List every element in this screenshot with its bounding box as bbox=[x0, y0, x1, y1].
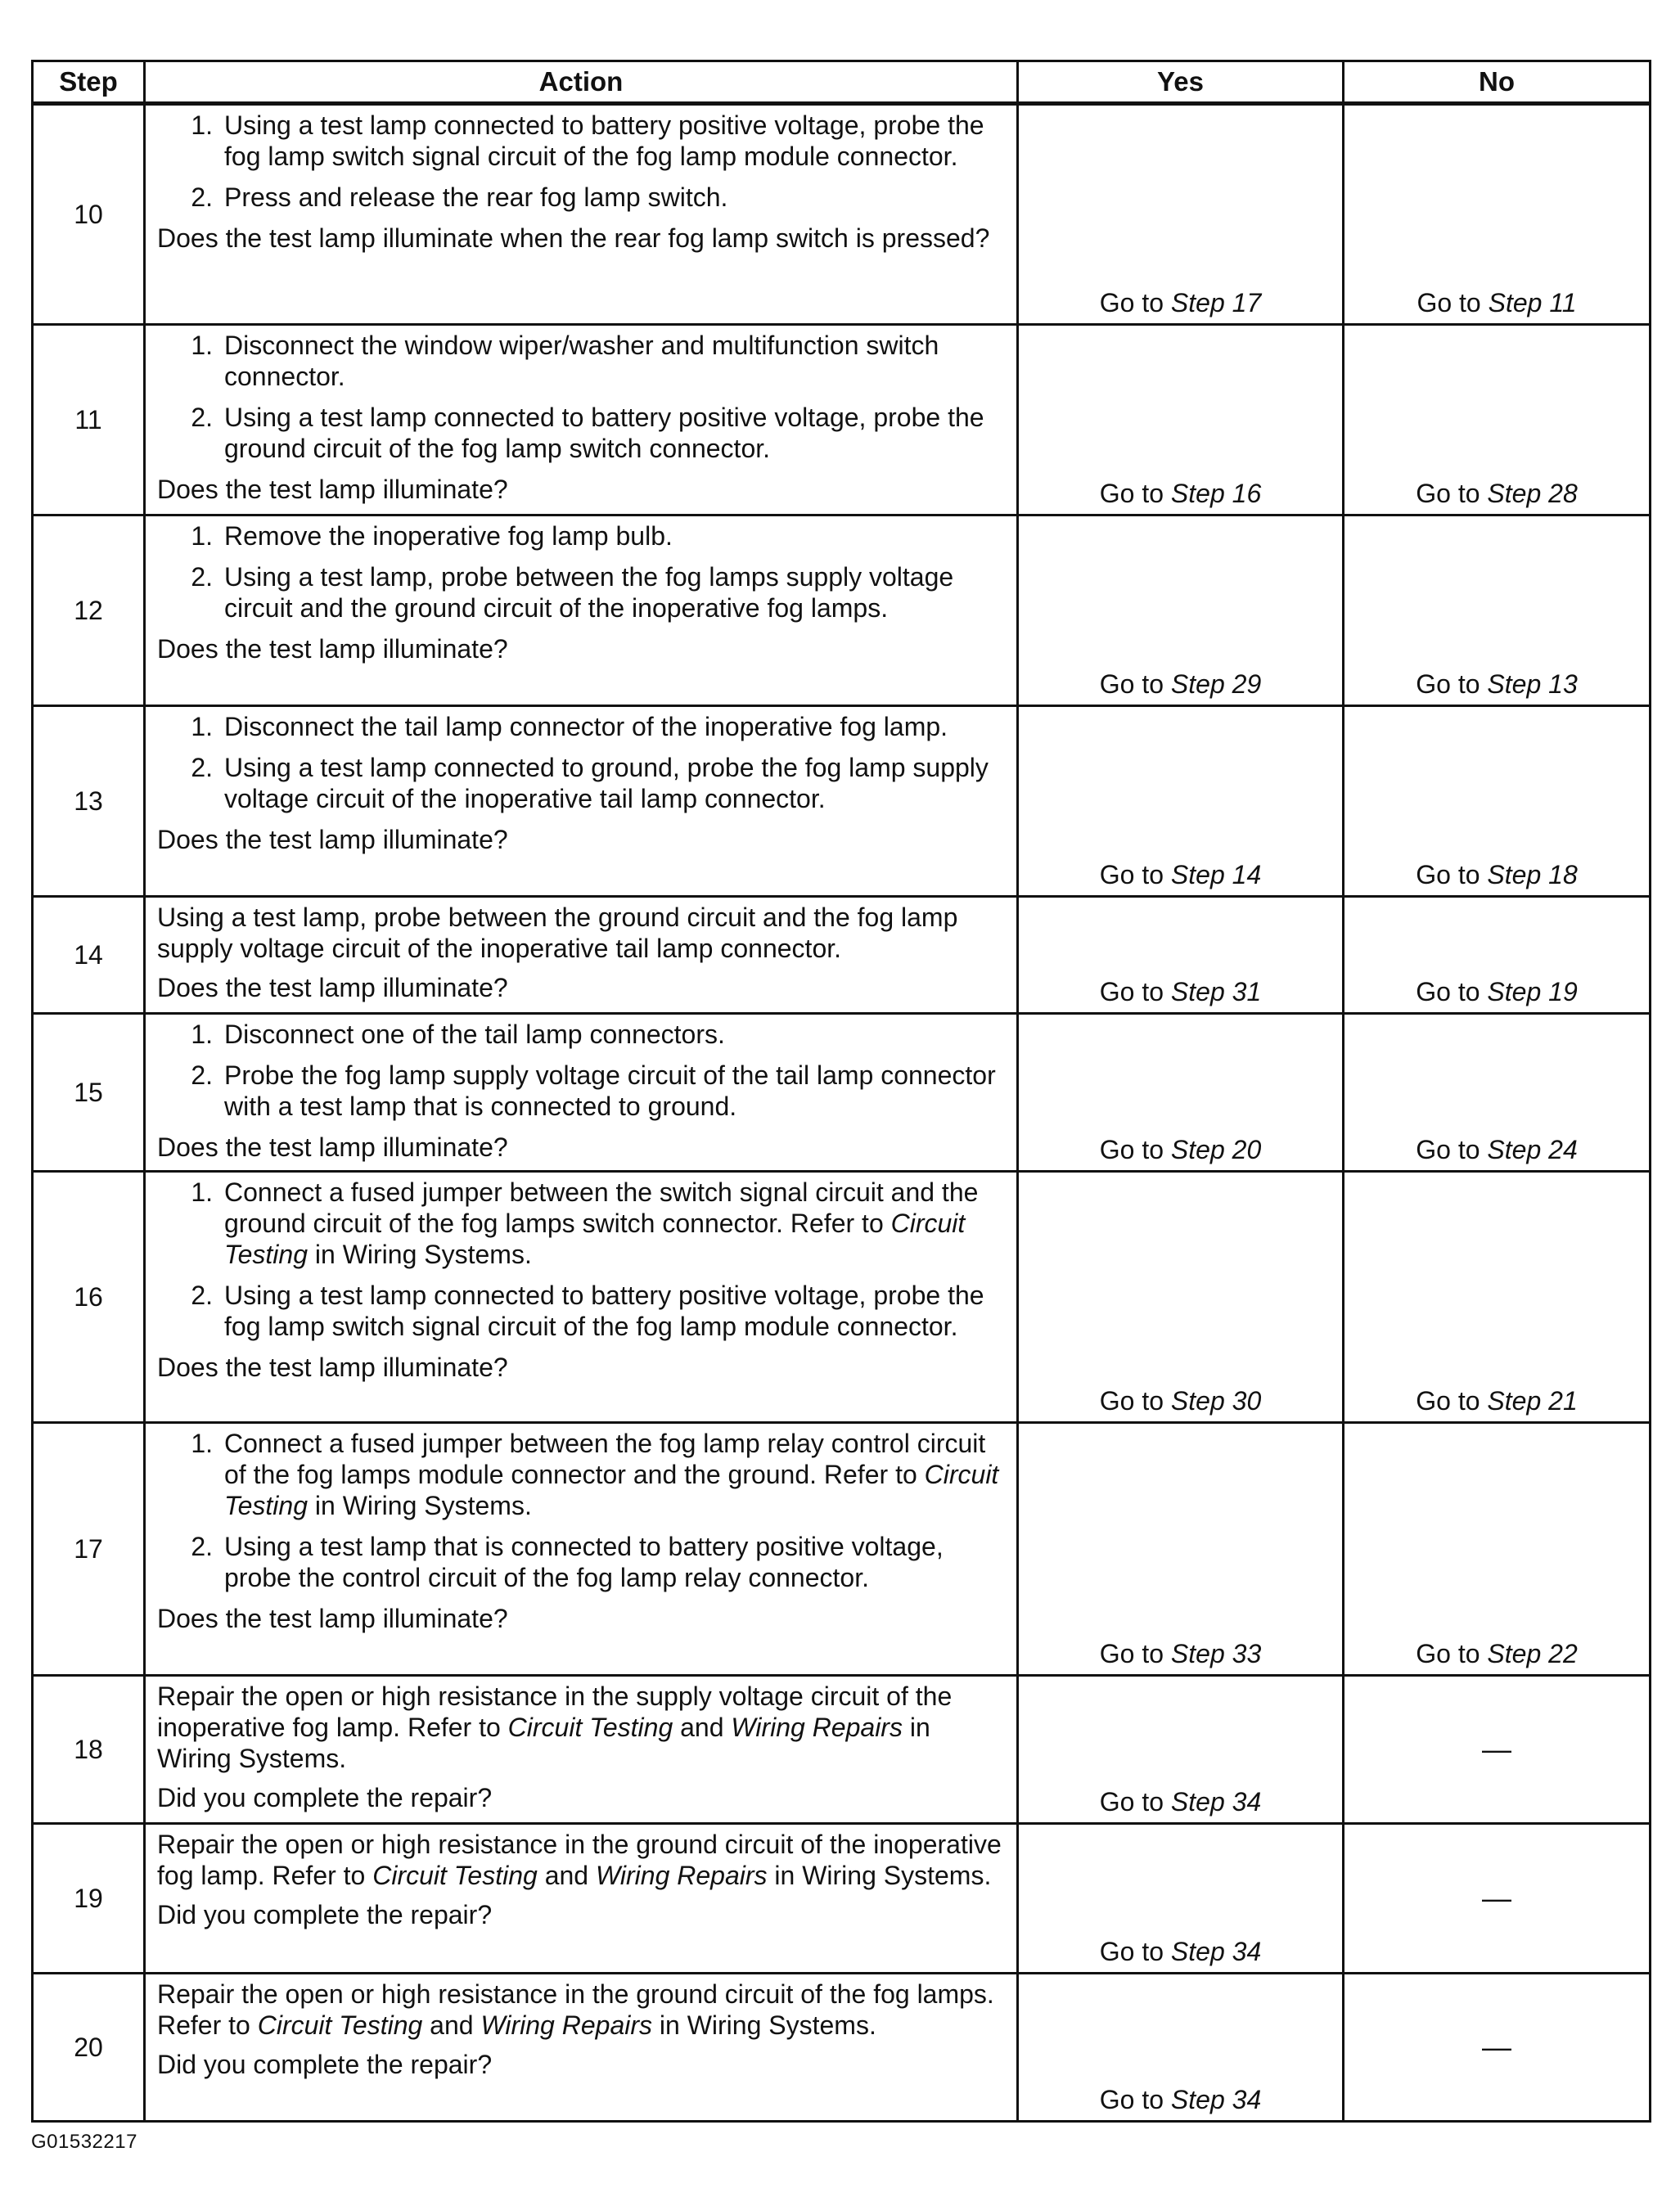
action-steps-list bbox=[157, 1177, 1003, 1342]
figure-id: G01532217 bbox=[31, 2131, 137, 2153]
no-result bbox=[1342, 707, 1649, 895]
action-steps-list bbox=[157, 110, 1003, 213]
no-result bbox=[1342, 1173, 1649, 1421]
yes-step-link: Step 29 bbox=[1170, 669, 1262, 699]
item-number: 1. bbox=[191, 1177, 213, 1207]
no-prefix: Go to bbox=[1416, 669, 1488, 699]
action-question: Does the test lamp illuminate? bbox=[157, 1132, 508, 1162]
action-text: Repair the open or high resistance in the supply voltage circuit of the inoperative fog lamp. Refer to Circuit Testing and Wiring Repairs in Wiring Systems. bbox=[157, 1682, 953, 1773]
item-text: Connect a fused jumper between the fog lamp relay control circuit of the fog lamps module connector and the ground. Refer to Circuit Testing in Wiring Systems. bbox=[224, 1429, 999, 1520]
no-result: — bbox=[1342, 1825, 1649, 1972]
yes-prefix: Go to bbox=[1099, 1787, 1171, 1817]
action-question: Does the test lamp illuminate? bbox=[157, 973, 508, 1002]
yes-prefix: Go to bbox=[1099, 2085, 1171, 2114]
no-result bbox=[1342, 1424, 1649, 1674]
action-step-item bbox=[157, 711, 1003, 742]
item-text: Using a test lamp connected to ground, probe the fog lamp supply voltage circuit of the inoperative tail lamp connector. bbox=[224, 753, 989, 813]
yes-step-link: Step 33 bbox=[1170, 1639, 1262, 1668]
item-text: Press and release the rear fog lamp switch. bbox=[224, 182, 728, 212]
no-step-link: Step 19 bbox=[1487, 977, 1578, 1006]
no-prefix: Go to bbox=[1416, 860, 1488, 889]
yes-result bbox=[1016, 1825, 1342, 1972]
step-number: 12 bbox=[74, 595, 103, 625]
action-text: Repair the open or high resistance in the ground circuit of the inoperative fog lamp. Refer to Circuit Testing and Wiring Repairs in Wiring Systems. bbox=[157, 1830, 1002, 1890]
yes-prefix: Go to bbox=[1099, 977, 1171, 1006]
item-text: Disconnect the tail lamp connector of the inoperative fog lamp. bbox=[224, 712, 948, 741]
item-text: Connect a fused jumper between the switch signal circuit and the ground circuit of the fog lamps switch connector. Refer to Circuit Testing in Wiring Systems. bbox=[224, 1177, 979, 1269]
no-result bbox=[1342, 326, 1649, 514]
step-number: 20 bbox=[74, 2032, 103, 2062]
action-cell bbox=[143, 106, 1016, 323]
action-question: Does the test lamp illuminate? bbox=[157, 634, 508, 664]
step-number: 14 bbox=[74, 939, 103, 970]
yes-result bbox=[1016, 898, 1342, 1012]
item-number: 2. bbox=[191, 182, 213, 212]
no-result: — bbox=[1342, 1677, 1649, 1822]
action-step-item bbox=[157, 330, 1003, 392]
step-number: 11 bbox=[74, 404, 102, 434]
yes-prefix: Go to bbox=[1099, 479, 1171, 508]
yes-result bbox=[1016, 326, 1342, 514]
action-cell bbox=[143, 326, 1016, 514]
header-step: Step bbox=[34, 62, 143, 106]
item-number: 2. bbox=[191, 1532, 213, 1561]
item-text: Disconnect the window wiper/washer and multifunction switch connector. bbox=[224, 331, 939, 391]
header-yes: Yes bbox=[1016, 62, 1342, 106]
yes-prefix: Go to bbox=[1099, 288, 1171, 317]
no-prefix: Go to bbox=[1416, 1135, 1488, 1164]
yes-result bbox=[1016, 1974, 1342, 2120]
action-step-item bbox=[157, 402, 1003, 464]
table-row bbox=[34, 898, 1649, 1015]
step-number: 19 bbox=[74, 1883, 103, 1913]
header-action: Action bbox=[143, 62, 1016, 106]
yes-result bbox=[1016, 516, 1342, 705]
yes-step-link: Step 17 bbox=[1170, 288, 1262, 317]
item-number: 1. bbox=[191, 110, 213, 140]
header-no: No bbox=[1342, 62, 1649, 106]
item-number: 2. bbox=[191, 403, 213, 432]
action-step-item bbox=[157, 1531, 1003, 1593]
table-header bbox=[34, 62, 1649, 106]
no-prefix: Go to bbox=[1417, 288, 1489, 317]
action-step-item bbox=[157, 1428, 1003, 1521]
action-question: Did you complete the repair? bbox=[157, 2050, 493, 2079]
action-question: Does the test lamp illuminate? bbox=[157, 1604, 508, 1633]
no-step-link: Step 21 bbox=[1487, 1386, 1578, 1416]
table-row bbox=[34, 1974, 1649, 2120]
step-number: 13 bbox=[74, 786, 103, 816]
table-row bbox=[34, 326, 1649, 516]
yes-step-link: Step 20 bbox=[1170, 1135, 1262, 1164]
yes-result bbox=[1016, 106, 1342, 323]
yes-step-link: Step 34 bbox=[1170, 2085, 1262, 2114]
yes-step-link: Step 34 bbox=[1170, 1937, 1262, 1966]
action-question: Did you complete the repair? bbox=[157, 1783, 493, 1812]
item-number: 2. bbox=[191, 1060, 213, 1090]
yes-result bbox=[1016, 1424, 1342, 1674]
action-step-item bbox=[157, 752, 1003, 814]
no-step-link: Step 11 bbox=[1488, 288, 1577, 317]
step-number: 17 bbox=[74, 1533, 103, 1564]
no-step-link: Step 22 bbox=[1487, 1639, 1578, 1668]
action-cell bbox=[143, 707, 1016, 895]
yes-step-link: Step 14 bbox=[1170, 860, 1262, 889]
item-number: 1. bbox=[191, 331, 213, 360]
yes-prefix: Go to bbox=[1099, 1937, 1171, 1966]
item-text: Disconnect one of the tail lamp connectors. bbox=[224, 1020, 725, 1049]
action-text: Repair the open or high resistance in the ground circuit of the fog lamps. Refer to Circuit Testing and Wiring Repairs in Wiring Systems. bbox=[157, 1979, 994, 2040]
yes-result bbox=[1016, 1173, 1342, 1421]
action-cell bbox=[143, 1173, 1016, 1421]
item-text: Probe the fog lamp supply voltage circuit of the tail lamp connector with a test lamp that is connected to ground. bbox=[224, 1060, 996, 1121]
action-question: Does the test lamp illuminate? bbox=[157, 825, 508, 854]
no-step-link: Step 24 bbox=[1487, 1135, 1578, 1164]
action-step-item bbox=[157, 182, 1003, 213]
yes-step-link: Step 34 bbox=[1170, 1787, 1262, 1817]
table-row bbox=[34, 1173, 1649, 1424]
action-step-item bbox=[157, 1019, 1003, 1050]
action-question: Does the test lamp illuminate? bbox=[157, 475, 508, 504]
action-steps-list bbox=[157, 1428, 1003, 1593]
action-question: Does the test lamp illuminate? bbox=[157, 1353, 508, 1382]
step-number: 18 bbox=[74, 1734, 103, 1764]
step-number: 16 bbox=[74, 1281, 103, 1312]
action-question: Does the test lamp illuminate when the rear fog lamp switch is pressed? bbox=[157, 223, 990, 253]
action-step-item bbox=[157, 1060, 1003, 1122]
yes-result bbox=[1016, 1677, 1342, 1822]
item-text: Using a test lamp, probe between the fog lamps supply voltage circuit and the ground circuit of the inoperative fog lamps. bbox=[224, 562, 954, 623]
item-text: Using a test lamp connected to battery positive voltage, probe the fog lamp switch signal circuit of the fog lamp module connector. bbox=[224, 1281, 984, 1341]
item-text: Using a test lamp connected to battery positive voltage, probe the ground circuit of the fog lamp switch connector. bbox=[224, 403, 984, 463]
item-number: 2. bbox=[191, 1281, 213, 1310]
action-steps-list bbox=[157, 520, 1003, 624]
step-number: 15 bbox=[74, 1077, 103, 1107]
item-text: Using a test lamp connected to battery positive voltage, probe the fog lamp switch signal circuit of the fog lamp module connector. bbox=[224, 110, 984, 171]
action-step-item bbox=[157, 1177, 1003, 1270]
action-step-item bbox=[157, 561, 1003, 624]
table-row bbox=[34, 707, 1649, 898]
action-cell bbox=[143, 516, 1016, 705]
diagnostic-table bbox=[31, 60, 1651, 2123]
no-step-link: Step 28 bbox=[1487, 479, 1578, 508]
action-question: Did you complete the repair? bbox=[157, 1900, 493, 1929]
table-row bbox=[34, 1015, 1649, 1173]
action-cell bbox=[143, 1677, 1016, 1822]
action-cell bbox=[143, 1974, 1016, 2120]
yes-prefix: Go to bbox=[1099, 860, 1171, 889]
action-steps-list bbox=[157, 330, 1003, 464]
no-prefix: Go to bbox=[1416, 1639, 1488, 1668]
item-number: 1. bbox=[191, 712, 213, 741]
action-step-item bbox=[157, 110, 1003, 172]
table-row bbox=[34, 1424, 1649, 1677]
action-cell bbox=[143, 1825, 1016, 1972]
yes-prefix: Go to bbox=[1099, 1386, 1171, 1416]
no-result bbox=[1342, 106, 1649, 323]
action-cell bbox=[143, 1015, 1016, 1170]
no-result: — bbox=[1342, 1974, 1649, 2120]
no-prefix: Go to bbox=[1416, 479, 1488, 508]
no-step-link: Step 18 bbox=[1487, 860, 1578, 889]
no-prefix: Go to bbox=[1416, 1386, 1488, 1416]
item-number: 2. bbox=[191, 753, 213, 782]
item-text: Using a test lamp that is connected to battery positive voltage, probe the control circuit of the fog lamp relay connector. bbox=[224, 1532, 944, 1592]
no-result bbox=[1342, 898, 1649, 1012]
no-step-link: Step 13 bbox=[1487, 669, 1578, 699]
yes-result bbox=[1016, 707, 1342, 895]
action-steps-list bbox=[157, 1019, 1003, 1122]
table-row bbox=[34, 106, 1649, 326]
item-number: 2. bbox=[191, 562, 213, 592]
item-number: 1. bbox=[191, 1020, 213, 1049]
action-cell bbox=[143, 1424, 1016, 1674]
action-text: Using a test lamp, probe between the ground circuit and the fog lamp supply voltage circuit of the inoperative tail lamp connector. bbox=[157, 903, 958, 963]
table-row bbox=[34, 516, 1649, 707]
yes-step-link: Step 31 bbox=[1170, 977, 1262, 1006]
yes-step-link: Step 16 bbox=[1170, 479, 1262, 508]
table-row bbox=[34, 1825, 1649, 1974]
action-step-item bbox=[157, 1280, 1003, 1342]
item-number: 1. bbox=[191, 521, 213, 551]
table-row bbox=[34, 1677, 1649, 1825]
step-number: 10 bbox=[74, 199, 103, 229]
yes-prefix: Go to bbox=[1099, 669, 1171, 699]
no-prefix: Go to bbox=[1416, 977, 1488, 1006]
yes-step-link: Step 30 bbox=[1170, 1386, 1262, 1416]
yes-prefix: Go to bbox=[1099, 1135, 1171, 1164]
no-result bbox=[1342, 1015, 1649, 1170]
no-result bbox=[1342, 516, 1649, 705]
action-steps-list bbox=[157, 711, 1003, 814]
yes-prefix: Go to bbox=[1099, 1639, 1171, 1668]
item-text: Remove the inoperative fog lamp bulb. bbox=[224, 521, 673, 551]
yes-result bbox=[1016, 1015, 1342, 1170]
item-number: 1. bbox=[191, 1429, 213, 1458]
action-cell bbox=[143, 898, 1016, 1012]
action-step-item bbox=[157, 520, 1003, 552]
